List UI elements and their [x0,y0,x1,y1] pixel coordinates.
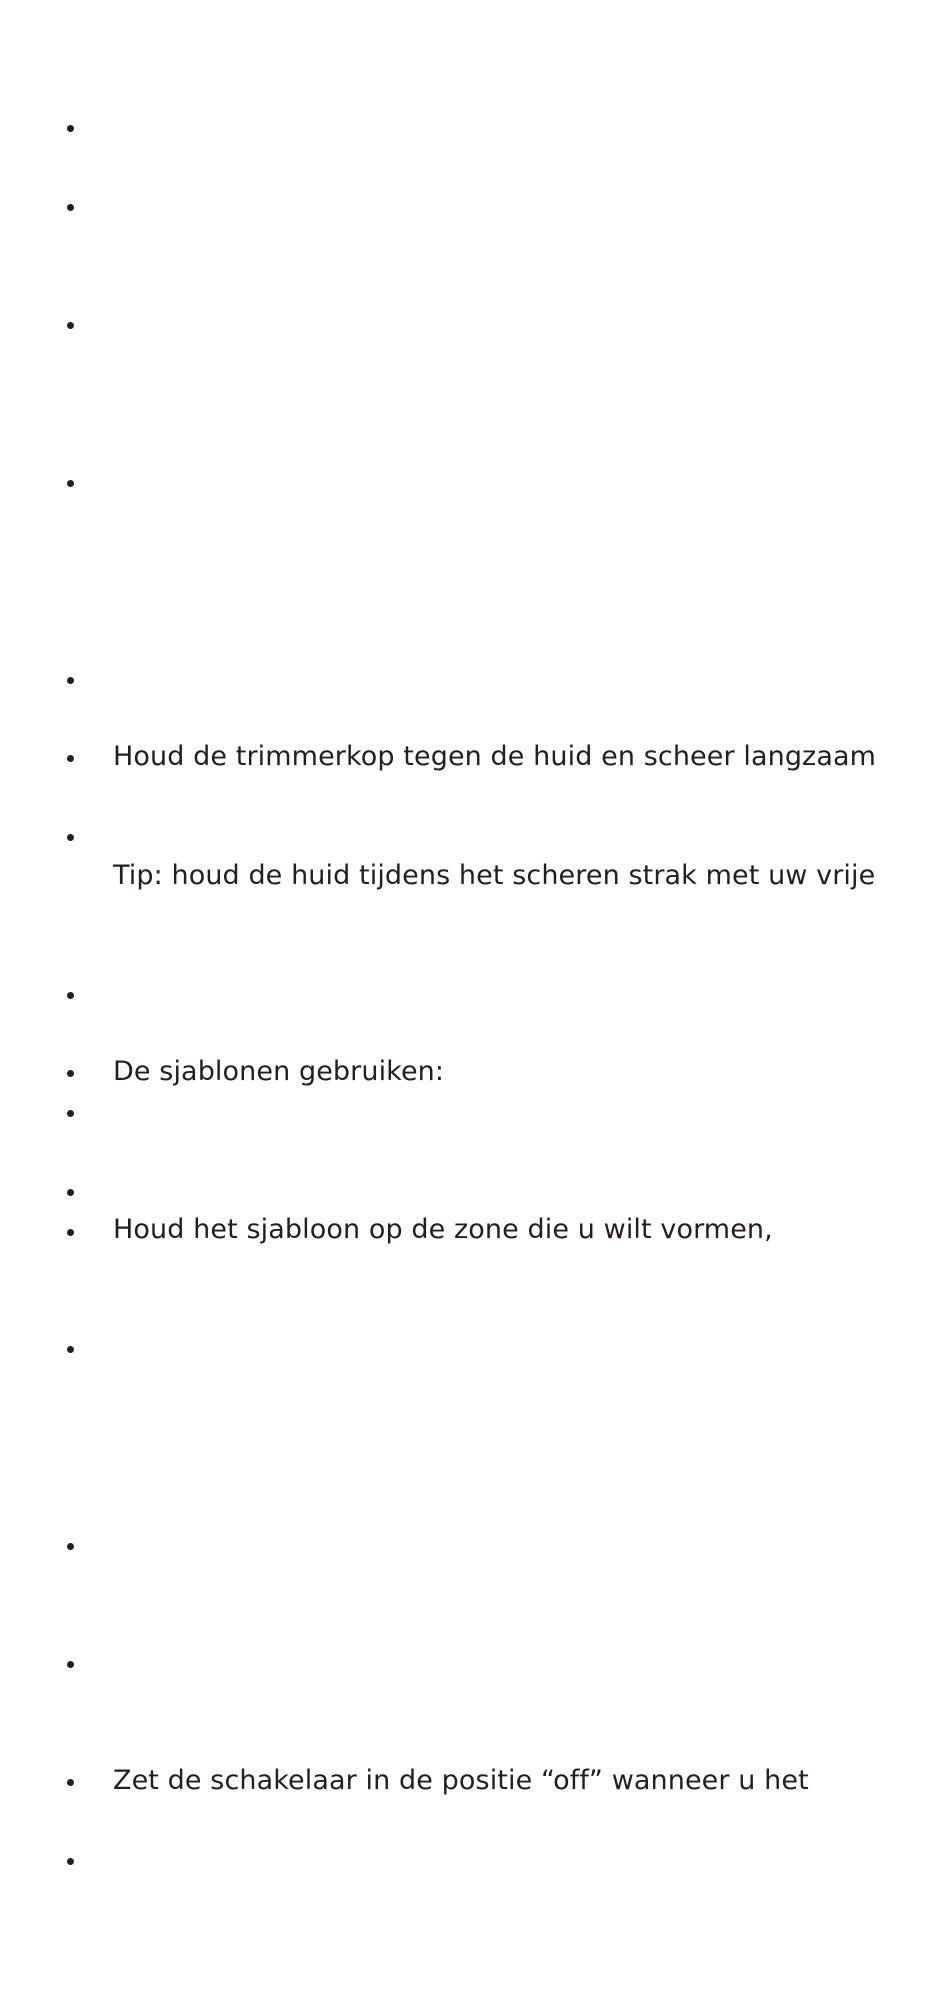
list-bullet [67,1346,74,1353]
list-bullet [67,125,74,132]
list-item-text: De sjablonen gebruiken: [113,1056,445,1087]
list-bullet [67,677,74,684]
list-bullet [67,1070,74,1077]
list-bullet [67,480,74,487]
list-item-text: Houd het sjabloon op de zone die u wilt vormen, [113,1214,773,1245]
list-bullet [67,1110,74,1117]
list-bullet [67,1543,74,1550]
list-bullet [67,834,74,841]
list-bullet [67,204,74,211]
list-bullet [67,1189,74,1196]
list-item-text: Houd de trimmerkop tegen de huid en scheer langzaam [113,741,877,772]
list-bullet [67,1858,74,1865]
tip-text: Tip: houd de huid tijdens het scheren strak met uw vrije [113,860,876,891]
list-bullet [67,322,74,329]
list-bullet [67,1661,74,1668]
list-bullet [67,992,74,999]
list-bullet [67,755,74,762]
list-item-text: Zet de schakelaar in de positie “off” wanneer u het [113,1765,809,1796]
list-bullet [67,1229,74,1236]
list-bullet [67,1779,74,1786]
